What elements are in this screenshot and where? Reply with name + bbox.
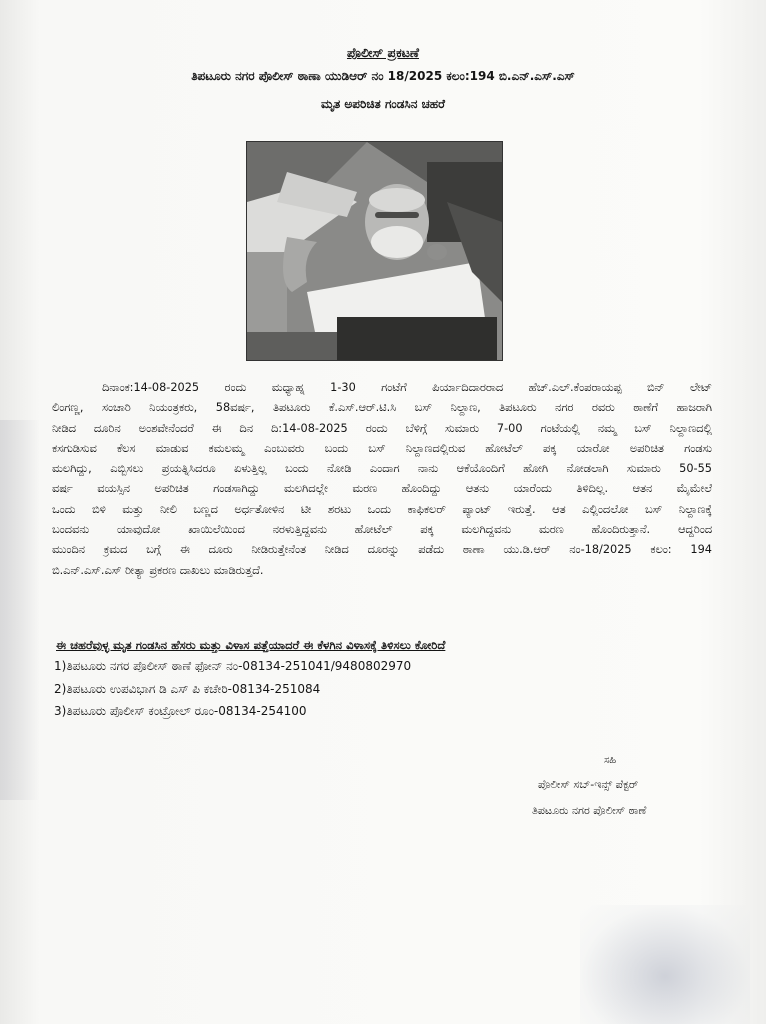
contact-item-control-room: 3)ತಿಪಟೂರು ಪೊಲೀಸ್ ಕಂಟ್ರೋಲ್ ರೂಂ-08134-254100: [54, 704, 307, 718]
body-line: ವರ್ಷ ವಯಸ್ಸಿನ ಅಪರಿಚಿತ ಗಂಡಸಾಗಿದ್ದು ಮಲಗಿದಲ್ಲೇ ಮರಣ ಹೊಂದಿದ್ದು ಆತನು ಯಾರೆಂದು ತಿಳಿದಿಲ್ಲ. ಆತನ ಮೈಮೇಲೆ: [52, 482, 712, 496]
body-line: ಒಂದು ಬಿಳಿ ಮತ್ತು ನೀಲಿ ಬಣ್ಣದ ಅರ್ಧತೋಳಿನ ಟೀ ಶರಟು ಒಂದು ಕಾಫಿಕಲರ್ ಪ್ಯಾಂಟ್ ಇರುತ್ತೆ. ಆತ ಎಲ್ಲಿಂದಲೋ ಬಸ್ ನಿಲ್ದಾಣಕ್ಕೆ: [52, 502, 712, 516]
complaint-body: [52, 378, 712, 581]
signature-designation: ಪೊಲೀಸ್ ಸಬ್-ಇನ್ಸ್ ಪೆಕ್ಟರ್: [538, 778, 639, 791]
body-line: ಬಂದವನು ಯಾವುದೋ ಖಾಯಿಲೆಯಿಂದ ನರಳುತ್ತಿದ್ದವನು ಹೋಟೆಲ್ ಪಕ್ಕ ಮಲಗಿದ್ದವನು ಮರಣ ಹೊಂದಿರುತ್ತಾನೆ. ಆದ್ದರಿಂದ: [52, 523, 712, 537]
signature-station: ತಿಪಟೂರು ನಗರ ಪೊಲೀಸ್ ಠಾಣೆ: [532, 804, 647, 817]
contact-heading: ಈ ಚಹರೆವುಳ್ಳ ಮೃತ ಗಂಡಸಿನ ಹೆಸರು ಮತ್ತು ವಿಳಾಸ ಪತ್ತೆಯಾದರೆ ಈ ಕೆಳಗಿನ ವಿಳಾಸಕ್ಕೆ ತಿಳಿಸಲು ಕೋರಿದೆ: [56, 638, 446, 652]
contact-item-police-station: 1)ತಿಪಟೂರು ನಗರ ಪೊಲೀಸ್ ಠಾಣೆ ಫೋನ್ ನಂ-08134-251041/9480802970: [54, 659, 412, 673]
contact-item-dsp-office: 2)ತಿಪಟೂರು ಉಪವಿಭಾಗ ಡಿ ಎಸ್ ಪಿ ಕಚೇರಿ-08134-251084: [54, 682, 321, 696]
photo-image: [247, 142, 502, 360]
case-subtitle: ತಿಪಟೂರು ನಗರ ಪೊಲೀಸ್ ಠಾಣಾ ಯುಡಿಆರ್ ನಂ 18/2025 ಕಲಂ:194 ಬಿ.ಎನ್.ಎಸ್.ಎಸ್: [191, 69, 575, 83]
body-line: ಕಸಗುಡಿಸುವ ಕೆಲಸ ಮಾಡುವ ಕಮಲಮ್ಮ ಎಂಬುವರು ಬಂದು ಬಸ್ ನಿಲ್ದಾಣದಲ್ಲಿರುವ ಹೋಟೆಲ್ ಪಕ್ಕ ಯಾರೋ ಅಪರಿಚಿತ ಗಂಡಸು: [52, 441, 712, 455]
body-line: ಮಲಗಿದ್ದು, ಎಬ್ಬಿಸಲು ಪ್ರಯತ್ನಿಸಿದರೂ ಏಳುತ್ತಿಲ್ಲ ಬಂದು ನೋಡಿ ಎಂದಾಗ ನಾನು ಆಕೆಯೊಂದಿಗೆ ಹೋಗಿ ನೋಡಲಾಗಿ ಸುಮಾರು 50-55: [52, 462, 712, 476]
photo-caption: ಮೃತ ಅಪರಿಚಿತ ಗಂಡಸಿನ ಚಹರೆ: [321, 97, 445, 111]
scan-smudge: [0, 420, 40, 800]
deceased-person-photo: [246, 141, 503, 361]
body-line: ದಿನಾಂಕ:14-08-2025 ರಂದು ಮಧ್ಯಾಹ್ನ 1-30 ಗಂಟೆಗೆ ಪಿರ್ಯಾದಿದಾರರಾದ ಹೆಚ್.ಎಲ್.ಕೆಂಪರಾಯಪ್ಪ ಬಿನ್ ಲೇಟ್: [102, 381, 712, 394]
body-line: ಬಿ.ಎನ್.ಎಸ್.ಎಸ್ ರೀತ್ಯಾ ಪ್ರಕರಣ ದಾಖಲು ಮಾಡಿರುತ್ತದೆ.: [52, 563, 264, 577]
signature-label: ಸಹಿ: [604, 755, 617, 766]
body-line: ಮುಂದಿನ ಕ್ರಮದ ಬಗ್ಗೆ ಈ ದೂರು ನೀಡಿರುತ್ತೇನೆಂತ ನೀಡಿದ ದೂರನ್ನು ಪಡೆದು ಠಾಣಾ ಯು.ಡಿ.ಆರ್ ನಂ-18/2025 ಕಲಂ: 194: [52, 543, 712, 557]
body-line: ಲಿಂಗಣ್ಣ, ಸಂಚಾರಿ ನಿಯಂತ್ರಕರು, 58ವರ್ಷ, ತಿಪಟೂರು ಕೆ.ಎಸ್.ಆರ್.ಟಿ.ಸಿ ಬಸ್ ನಿಲ್ದಾಣ, ತಿಪಟೂರು ನಗರ ರವರು ಠಾಣೆಗೆ ಹಾಜರಾಗಿ: [52, 401, 712, 415]
scan-shadow: [580, 905, 750, 1024]
body-line: ನೀಡಿದ ದೂರಿನ ಅಂಶವೇನೆಂದರೆ ಈ ದಿನ ದಿ:14-08-2025 ರಂದು ಬೆಳಿಗ್ಗೆ ಸುಮಾರು 7-00 ಗಂಟೆಯಲ್ಲಿ ನಮ್ಮ ಬಸ್ ನಿಲ್ದಾಣದಲ್ಲಿ: [52, 421, 712, 435]
notice-title: ಪೊಲೀಸ್ ಪ್ರಕಟಣೆ: [346, 45, 419, 60]
